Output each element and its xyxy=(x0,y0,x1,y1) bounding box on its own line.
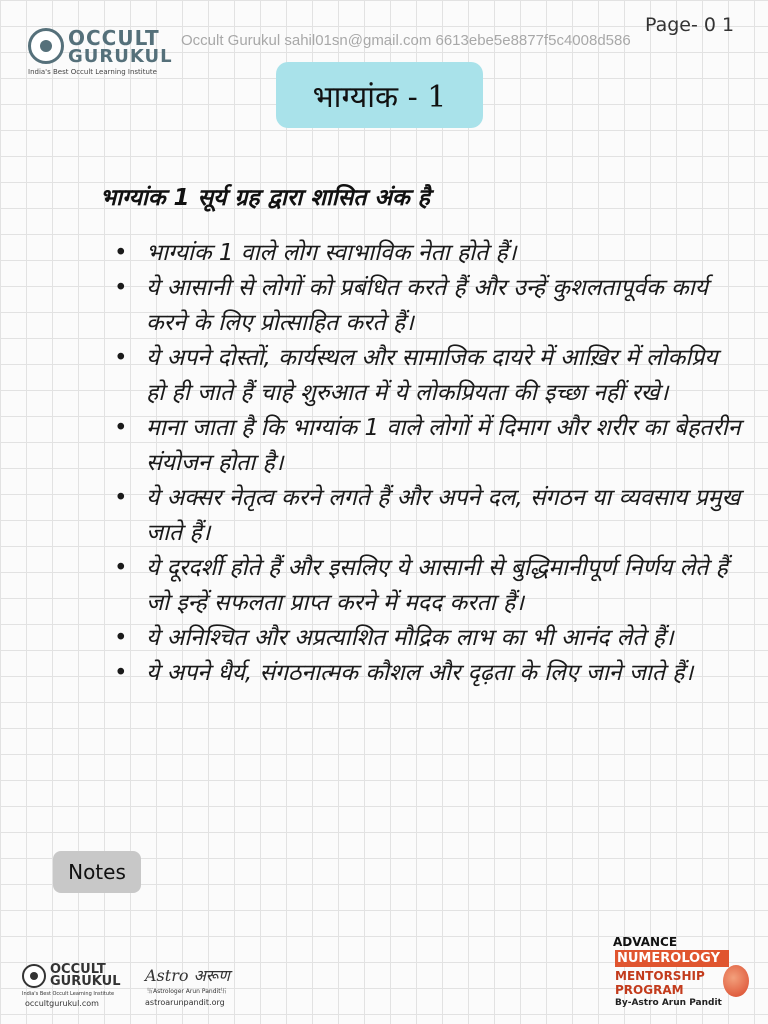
footer-occult-site-link[interactable]: occultgurukul.com xyxy=(25,999,99,1008)
astro-site-link[interactable]: astroarunpandit.org xyxy=(145,998,225,1007)
astro-logo-name: Astro अरूण xyxy=(145,966,230,985)
promo-line1: ADVANCE xyxy=(613,935,678,949)
astro-logo-subtitle: 卐Astrologer Arun Pandit卐 xyxy=(147,988,227,995)
footer-logo-tagline: India's Best Occult Learning Institute xyxy=(22,991,115,997)
list-item-text: ये आसानी से लोगों को प्रबंधित करते हैं और उन्हें कुशलतापूर्वक कार्य करने के लिए प्रोत्साहित करते हैं। xyxy=(146,275,709,336)
list-item xyxy=(112,411,742,481)
notes-button[interactable]: Notes xyxy=(53,851,141,893)
list-item-text: ये अपने धैर्य, संगठनात्मक कौशल और दृढ़ता के लिए जाने जाते हैं। xyxy=(146,660,694,686)
logo-line1: OCCULT xyxy=(68,26,160,50)
promo-byline: By-Astro Arun Pandit xyxy=(615,998,722,1008)
list-item-text: भाग्यांक 1 वाले लोग स्वाभाविक नेता होते हैं। xyxy=(146,240,517,266)
logo-tagline: India's Best Occult Learning Institute xyxy=(28,68,157,76)
bullet-icon: • xyxy=(114,415,128,441)
promo-line4: PROGRAM xyxy=(615,983,684,997)
list-item xyxy=(112,551,742,621)
footer-logo-emblem-icon xyxy=(22,964,46,988)
footer-logo-line1: OCCULT xyxy=(50,962,106,977)
astro-arun-logo xyxy=(143,964,243,1014)
list-item xyxy=(112,236,742,271)
list-item xyxy=(112,481,742,551)
footer-logo-line2: GURUKUL xyxy=(50,974,121,989)
list-item xyxy=(112,271,742,341)
bullet-icon: • xyxy=(114,625,128,651)
bullet-icon: • xyxy=(114,485,128,511)
list-item-text: ये अक्सर नेतृत्व करने लगते हैं और अपने दल, संगठन या व्यवसाय प्रमुख जाते हैं। xyxy=(146,485,741,546)
list-item xyxy=(112,341,742,411)
bullet-icon: • xyxy=(114,555,128,581)
section-heading: भाग्यांक 1 सूर्य ग्रह द्वारा शासित अंक है xyxy=(100,185,430,211)
promo-line3: MENTORSHIP xyxy=(615,969,705,983)
promo-art-icon xyxy=(723,965,749,997)
bullet-list xyxy=(112,236,742,691)
watermark-text: Occult Gurukul sahil01sn@gmail.com 6613ebe5e8877f5c4008d586 xyxy=(181,32,631,49)
numerology-program-badge xyxy=(613,935,753,1015)
list-item-text: ये अपने दोस्तों, कार्यस्थल और सामाजिक दायरे में आख़िर में लोकप्रिय हो ही जाते हैं चाहे शुरुआत में ये लोकप्रियता की इच्छा नहीं रखे। xyxy=(146,345,718,406)
bullet-icon: • xyxy=(114,660,128,686)
logo-line2: GURUKUL xyxy=(68,46,173,67)
bullet-icon: • xyxy=(114,275,128,301)
list-item xyxy=(112,621,742,656)
bullet-icon: • xyxy=(114,345,128,371)
list-item xyxy=(112,656,742,691)
occult-gurukul-logo xyxy=(28,26,173,80)
page-title: भाग्यांक - 1 xyxy=(276,62,483,128)
list-item-text: ये अनिश्चित और अप्रत्याशित मौद्रिक लाभ का भी आनंद लेते हैं। xyxy=(146,625,674,651)
page-number: Page- 0 1 xyxy=(645,14,735,36)
list-item-text: ये दूरदर्शी होते हैं और इसलिए ये आसानी से बुद्धिमानीपूर्ण निर्णय लेते हैं जो इन्हें सफलता प्राप्त करने में मदद करता हैं। xyxy=(146,555,728,616)
bullet-icon: • xyxy=(114,240,128,266)
promo-line2: NUMEROLOGY xyxy=(615,950,729,967)
list-item-text: माना जाता है कि भाग्यांक 1 वाले लोगों में दिमाग और शरीर का बेहतरीन संयोजन होता है। xyxy=(146,415,741,476)
footer-occult-gurukul-logo xyxy=(22,962,122,1012)
logo-emblem-icon xyxy=(28,28,64,64)
